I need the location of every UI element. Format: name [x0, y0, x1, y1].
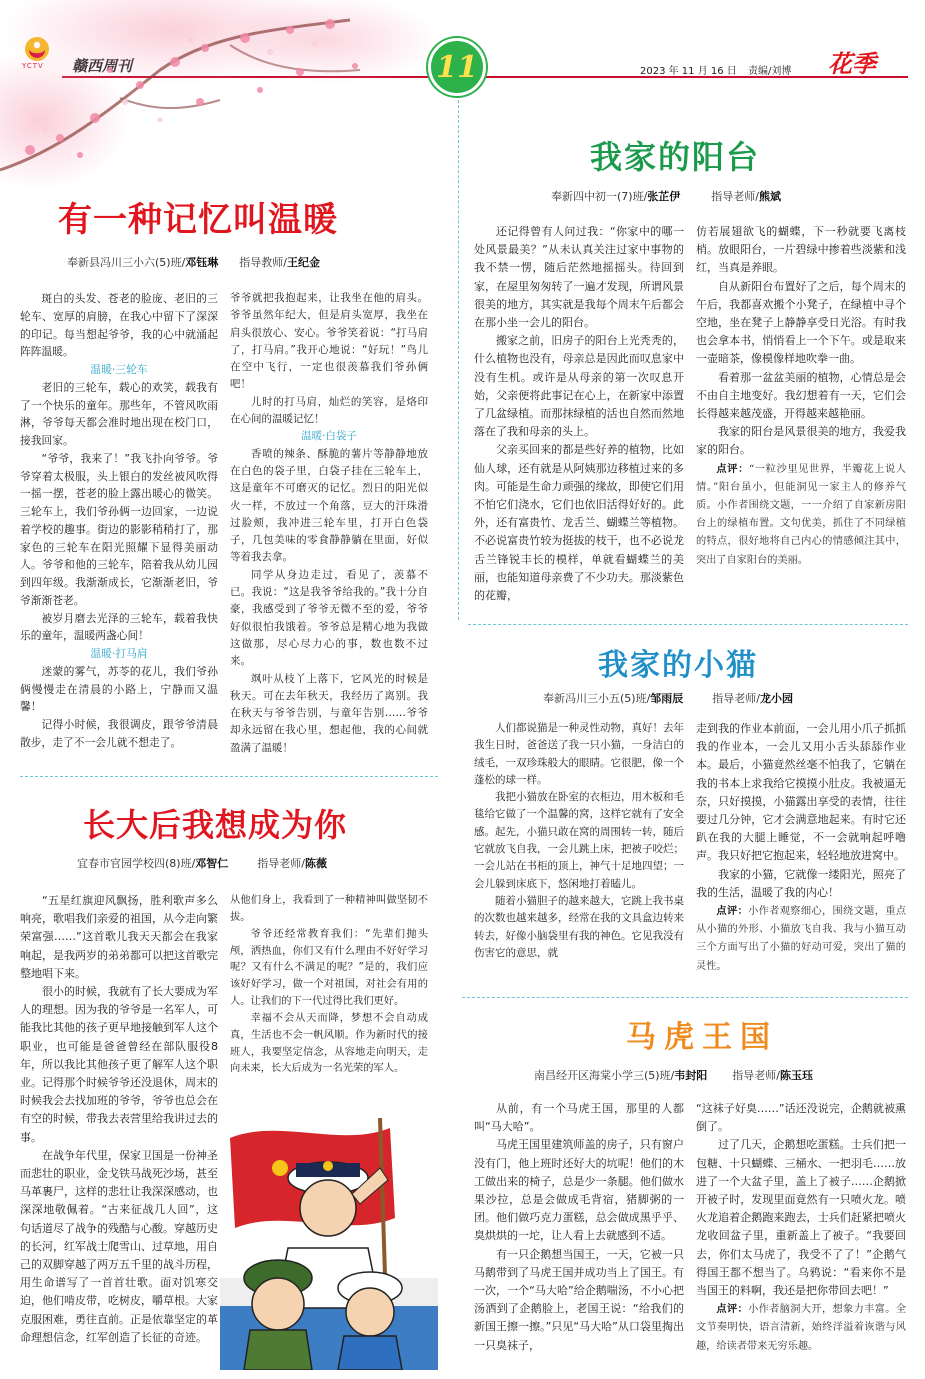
subheading: 温暖·打马肩 — [90, 647, 148, 660]
article-3-school: 奉新四中初一(7)班/ — [551, 190, 648, 203]
paragraph: 还记得曾有人问过我：“你家中的哪一处风景最美？”从未认真关注过家中事物的我不禁一愣，随后茫然地摇摇头。待回到家，在屋里匆匆转了一遍才发现，所谓风景很美的地方，其实就是我每个周末午后都会在那小坐一会儿的阳台。 — [474, 225, 684, 330]
paragraph: 父亲买回来的都是些好养的植物，比如仙人球，还有就是从阿姨那边移植过来的多肉。可能是生命力顽强的缘故，即使它们用不怕它们浇水，它们也依旧活得好好的。此外，还有富贵竹、龙舌兰、蝴蝶兰等植物。不必说富贵竹较为挺拔的枝干，也不必说龙舌兰锋锐丰长的模样，单就看蝴蝶兰的美丽，也能知道母亲费了不少功夫。那淡紫色的花瓣， — [474, 443, 684, 603]
paragraph: 从前，有一个马虎王国，那里的人都叫“马大哈”。 — [474, 1102, 684, 1134]
teacher-comment — [696, 1300, 906, 1356]
article-1-title: 有一种记忆叫温暖 — [58, 200, 338, 240]
article-3-teacher-label: 指导老师/ — [711, 190, 760, 203]
article-3-teacher: 熊斌 — [759, 190, 782, 203]
cherry-blossom-icon — [0, 0, 440, 190]
article-5-teacher-label: 指导老师/ — [732, 1069, 781, 1082]
paragraph: 在战争年代里，保家卫国是一份神圣而悲壮的职业，金戈铁马战死沙场，甚至马革裹尸，这样的悲壮让我深深感动，也深深地敬佩着。“古来征战几人回”，这句话道尽了战争的残酷与心酸。穿越历史的长河，红军战士爬雪山、过草地，用自己的双脚穿越了两万五千里的战斗历程，用生命谱写了一首首壮歌。面对饥寒交迫，他们啃皮带，吃树皮，嚼草根。大家克服困难，勇往直前。正是依靠坚定的革命理想信念，红军创造了长征的奇迹。 — [20, 1148, 218, 1344]
article-3-column-1 — [474, 223, 684, 605]
comment-label: 点评： — [716, 1303, 749, 1316]
article-1-column-1 — [20, 290, 218, 760]
article-2-school: 宜春市官园学校四(8)班/ — [77, 857, 196, 870]
paragraph: “五星红旗迎风飘扬，胜利歌声多么响亮，歌唱我们亲爱的祖国，从今走向繁荣富强……”这首歌儿我天天都会在我家响起，是我两岁的弟弟都可以把这首歌完整地唱下来。 — [20, 894, 218, 980]
article-2-column-1 — [20, 892, 218, 1372]
article-4-teacher-label: 指导老师/ — [712, 692, 761, 705]
article-3-title: 我家的阳台 — [590, 138, 761, 176]
paragraph: 斑白的头发、苍老的脸庞、老旧的三轮车、宽厚的肩膀，在我心中留下了深深的印记。每当想起爷爷，我的心中就涌起阵阵温暖。 — [20, 292, 218, 359]
paragraph: 老旧的三轮车，载心的欢笑，载我有了一个快乐的童年。那些年，不管风吹雨淋，爷爷每天都会准时地出现在校门口，接我回家。 — [20, 380, 218, 447]
article-1-teacher-label: 指导教师/ — [239, 256, 288, 269]
paragraph: “爷爷，我来了！”我飞扑向爷爷。爷爷穿着太极服，头上银白的发丝被风吹得一摇一摆，苍老的脸上露出暖心的微笑。三轮车上，我们爷孙俩一边回家，一边说着学校的趣事。街边的影影稍稍打了，那家色的三轮车在阳光照耀下显得美丽动人。爷爷和他的三轮车，陪着我从幼儿园到四年级。我渐渐成长，它渐渐老旧，爷爷渐渐苍老。 — [20, 451, 218, 607]
paragraph: 人们都说猫是一种灵性动物，真好！去年我生日时，爸爸送了我一只小猫，一身洁白的绒毛，一双珍珠般大的眼睛。它很肥，像一个蓬松的球一样。 — [474, 722, 684, 786]
paragraph: 搬家之前，旧房子的阳台上光秃秃的，什么植物也没有，母亲总是因此而叹息家中没有生机。或许是从母亲的第一次叹息开始，父亲便将此事记在心上，在新家中添置了几盆绿植。而那抹绿植的活也自然而然地落在了我和母亲的头上。 — [474, 334, 684, 439]
paragraph: 爷爷还经常教育我们：“先辈们抛头颅，洒热血，你们又有什么理由不好好学习呢？又有什么不满足的呢？”是的，我们应该好好学习，做一个对祖国，对社会有用的人。让我们的下一代过得比我们更好。 — [230, 927, 428, 1008]
section-name: 花季 — [828, 49, 876, 78]
paragraph: 爷爷就把我抱起来，让我坐在他的肩头。爷爷虽然年纪大，但是肩头宽厚，我坐在肩头很放心、安心。爷爷笑着说：“打马肩了，打马肩。”我开心地说：“好玩！”鸟儿在空中飞行，一定也很羡慕我们爷孙俩吧！ — [230, 292, 428, 391]
article-2-author: 邓智仁 — [195, 857, 229, 870]
paragraph: 走到我的作业本前面，一会儿用小爪子抓抓我的作业本，一会儿又用小舌头舔舔作业本。最后，小猫竟然丝毫不怕我了，它躺在我的书本上求我给它摸摸小肚皮。我被逼无奈，只好摸摸，小猫露出享受的表情，往往要过几分钟，它才会满意地起来。有时它还趴在我的大腿上睡觉，不一会就响起呼噜声。我只好把它抱起来，轻轻地放进窝中。 — [696, 722, 906, 863]
article-5-column-2 — [696, 1100, 906, 1370]
paragraph: 被岁月磨去光泽的三轮车，载着我快乐的童年，温暖两盏心间！ — [20, 611, 218, 643]
article-3-author: 张芷伊 — [647, 190, 681, 203]
teacher-comment — [696, 460, 906, 570]
article-4-teacher: 龙小园 — [760, 692, 794, 705]
article-2-teacher: 陈薇 — [305, 857, 328, 870]
subheading: 温暖·白袋子 — [301, 430, 357, 443]
article-5-title: 马虎王国 — [626, 1020, 778, 1055]
paragraph: 随着小猫胆子的越来越大，它跳上我书桌的次数也越来越多，经常在我的文具盒边转来转去，好像小脑袋里有我的神色。它见我没有伤害它的意思，就 — [474, 894, 684, 959]
paragraph: 看着那一盆盆美丽的植物，心情总是会不由自主地变好。我幻想着有一天，它们会长得越来越茂盛，开得越来越艳丽。 — [696, 370, 906, 421]
comment-label: 点评： — [716, 462, 749, 475]
paragraph: 马虎王国里建筑师盖的房子，只有窗户没有门，他上班时还好大的坑呢！他们的木工做出来的椅子，总是少一条腿。他们做水果沙拉，总是会做成毛背宿，猪脚粥的一团。他们做巧克力蛋糕，总会做成黑乎乎、臭烘烘的一坨，让人看上去就感到不适。 — [474, 1138, 684, 1243]
article-4-title: 我家的小猫 — [598, 648, 758, 683]
article-1-byline — [67, 254, 320, 270]
article-2-column-2 — [230, 892, 428, 1106]
paragraph: 香喷的辣条、酥脆的薯片等静静地放在白色的袋子里，白袋子挂在三轮车上，这是童年不可磨灭的记忆。烈日的阳光似火一样，不放过一个角落，豆大的汗珠滑过脸颊，我冲进三轮车里，打开白色袋子，几包美味的零食静静躺在里面，好似等着我去拿。 — [230, 447, 428, 564]
article-5-teacher: 陈玉珏 — [780, 1069, 814, 1082]
teacher-comment — [696, 902, 906, 976]
paragraph: 迷蒙的雾气，苏苓的花儿，我们爷孙俩慢慢走在清晨的小路上，宁静而又温馨！ — [20, 664, 218, 714]
article-5-column-1 — [474, 1100, 684, 1370]
paragraph: 我把小猫放在卧室的衣柜边，用木板和毛毯给它做了一个温馨的窝，这样它就有了安全感。起先，小猫只敢在窝的周围转一转，随后它就放飞自我，一会儿跳上床，把被子咬烂；一会儿站在书柜的顶上，神气十足地四望；一会儿躲到床底下，悠闲地打着瞌儿。 — [474, 791, 684, 890]
article-3-column-2 — [696, 223, 906, 605]
paragraph: 幸福不会从天而降，梦想不会自动成真，生活也不会一帆风顺。作为新时代的接班人，我要坚定信念，从容地走向明天，走向未来，长大后成为一名光荣的军人。 — [230, 1011, 428, 1075]
paragraph: 我家的阳台是风景很美的地方，我爱我家的阳台。 — [696, 425, 906, 457]
article-1-teacher: 王纪金 — [287, 256, 321, 269]
subheading: 温暖·三轮车 — [90, 363, 148, 376]
divider — [20, 776, 438, 777]
paragraph: 很小的时候，我就有了长大要成为军人的理想。因为我的爷爷是一名军人，可能我比其他的孩子更早地接触到军人这个职业，也可能是爸爸曾经在部队服役8年，所以我比其他孩子更了解军人这个职业。记得那个时候爷爷还没退休，周末的时候我会去找加班的爷爷，爷爷也总会在有空的时候，带我去表营里给我讲过去的事。 — [20, 985, 218, 1144]
article-1-school: 奉新县冯川三小六(5)班/ — [67, 256, 186, 269]
article-5-author: 韦封阳 — [674, 1069, 708, 1082]
article-4-column-2 — [696, 720, 906, 982]
header-info — [640, 62, 799, 77]
issue-date: 2023 年 11 月 16 日 — [640, 66, 737, 77]
article-4-author: 邹雨辰 — [650, 692, 684, 705]
article-4-column-1 — [474, 720, 684, 982]
article-5-school: 南昌经开区海棠小学三(5)班/ — [534, 1069, 675, 1082]
comment-label: 点评： — [716, 905, 749, 918]
column-divider — [458, 100, 459, 620]
paragraph: 记得小时候，我很调皮，跟爷爷清晨散步，走了不一会儿就不想走了。 — [20, 718, 218, 749]
paragraph: 同学从身边走过，看见了，羡慕不已。我说：“这是我爷爷给我的。”我十分自豪，我感受到了爷爷无微不至的爱，爷爷好似很怕我饿着。爷爷总是精心地为我做这做那，尽心尽力心的事，数也数不过来。 — [230, 568, 428, 668]
paragraph: “这袜子好臭……”话还没说完，企鹅就被熏倒了。 — [696, 1102, 906, 1134]
paragraph: 从他们身上，我看到了一种精神叫做坚韧不拔。 — [230, 894, 428, 923]
paragraph: 自从新阳台布置好了之后，每个周末的午后，我都喜欢搬个小凳子，在绿植中寻个空地，坐在凳子上静静享受日光浴。有时我也会拿本书，悄悄看上一个下午。或是取来一壶暗茶，像模像样地吹拳一曲。 — [696, 279, 906, 366]
comment-text: 小作者观察细心，围绕文题，重点从小猫的外形、小猫放飞自我、我与小猫互动三个方面写出了小猫的好动可爱，突出了猫的灵性。 — [696, 906, 906, 972]
comment-text: “一粒沙里见世界，半瓣花上说人情。”阳台虽小，但能洞见一家主人的修养气质。小作者围绕文题，一一介绍了自家新房阳台上的绿植布置。文句优美，抓住了不同绿植的特点，很好地将自己内心的情感倾注其中，突出了自家阳台的美丽。 — [696, 463, 906, 566]
editor: 责编/刘博 — [747, 66, 792, 77]
paragraph: 过了几天，企鹅想吃蛋糕。士兵们把一包糖、十只蝴蝶、三桶水、一把羽毛……放进了一个大盆子里，盖上了被子……企鹅掀开被子时，发现里面竟然有一只喷火龙。喷火龙追着企鹅跑来跑去，士兵们赶紧把喷火龙收回盆子里，重新盖上了被子。“我要回去，你们太马虎了，我受不了了！”企鹅气得国王都不想当了。乌鸦说：“看来你不是当国王的料啊，我还是把你带回去吧！” — [696, 1138, 906, 1298]
divider — [468, 624, 908, 625]
comment-text: 小作者脑洞大开，想象力丰富。全文节奏明快，语言清新，始终洋溢着诙谐与风趣，给读者带来无穷乐趣。 — [696, 1304, 906, 1352]
page-number: 11 — [436, 49, 478, 85]
article-4-byline — [543, 690, 793, 706]
divider — [462, 997, 908, 998]
paragraph: 仿若展翅欲飞的蝴蝶，下一秒就要飞离枝梢。放眼阳台，一片碧绿中掺着些淡紫和浅红，当真是养眼。 — [696, 225, 906, 275]
article-2-byline — [77, 855, 327, 871]
article-1-column-2 — [230, 290, 428, 760]
soldiers-illustration-icon — [220, 1108, 438, 1370]
article-5-byline — [534, 1067, 813, 1083]
article-2-teacher-label: 指导老师/ — [257, 857, 306, 870]
paragraph: 我家的小猫，它就像一缕阳光，照亮了我的生活，温暖了我的内心！ — [696, 867, 906, 899]
paragraph: 儿时的打马肩，灿烂的笑容，是烙印在心间的温暖记忆！ — [230, 395, 428, 426]
paragraph: 飒叶从枝丫上落下，它风光的时候是秋天。可在去年秋天，我经历了离别。我在秋天与爷爷告别，与童年告别……爷爷却永远留在我心里，想起他，我的心间就盈满了温暖！ — [230, 672, 428, 754]
article-2-title: 长大后我想成为你 — [83, 806, 348, 844]
article-4-school: 奉新冯川三小五(5)班/ — [543, 692, 651, 705]
article-1-author: 邓钰琳 — [185, 256, 219, 269]
article-3-byline — [551, 188, 781, 204]
paragraph: 有一只企鹅想当国王，一天，它被一只马鹅带到了马虎王国并成功当上了国王。有一次，一个“马大哈”给企鹅喘汤，不小心把汤洒到了企鹅脸上，老国王说：“给我们的新国王擦一擦。”只见“马大哈”从口袋里掏出一只臭袜子， — [474, 1247, 684, 1352]
